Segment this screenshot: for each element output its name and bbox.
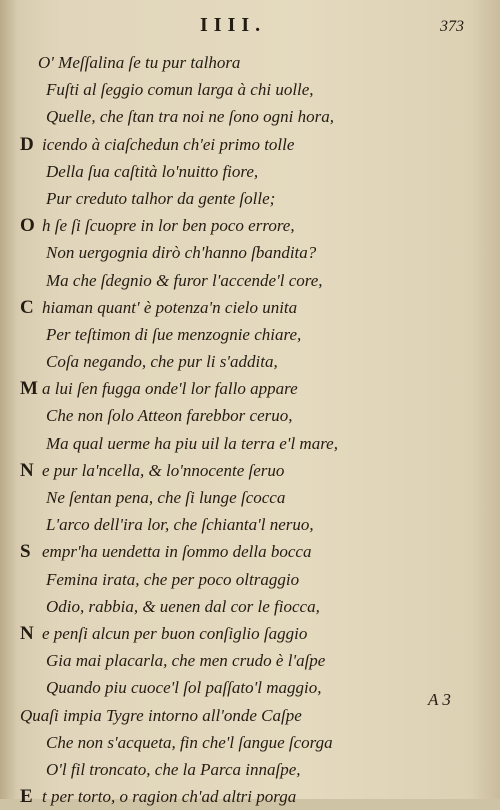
stanza-initial: E [20,786,33,808]
verse-text: Odio, rabbia, & uenen dal cor le fiocca, [46,596,320,616]
verse-text: icendo à ciaſchedun ch'ei primo tolle [42,134,295,154]
verse-text: Coſa negando, che pur li s'addita, [46,352,278,372]
stanza-initial: N [20,622,34,644]
verse-text: a lui ſen fugga onde'l lor fallo appare [42,379,298,399]
verse-text: empr'ha uendetta in ſommo della bocca [42,542,312,562]
verse-text: Ma che ſdegnio & furor l'accende'l core, [46,270,323,290]
verse-line [20,321,480,348]
verse-text: e pur la'ncella, & lo'nnocente ſeruo [42,460,285,480]
verse-text: Quelle, che ſtan tra noi ne ſono ogni hora, [46,107,335,127]
verse-line [20,538,480,565]
verse-line [20,484,480,511]
verse-text: Ma qual uerme ha piu uil la terra e'l mare, [46,433,338,453]
verse-line [20,756,480,783]
verse-line [20,294,480,321]
verse-text: Gia mai placarla, che men crudo è l'aſpe [46,651,326,671]
verse-line [20,239,480,266]
verse-text: e penſi alcun per buon conſiglio ſaggio [42,623,308,643]
stanza-initial: C [20,296,34,318]
verse-text: t per torto, o ragion ch'ad altri porga [42,787,297,807]
verse-line [20,457,480,484]
verse-text: Che non ſolo Atteon farebbor ceruo, [46,406,293,426]
verse-line [20,402,480,429]
verse-line [20,566,480,593]
catchword: A 3 [428,690,451,709]
verse-text: h ſe ſi ſcuopre in lor ben poco errore, [42,216,295,236]
verse-text: Non uergognia dirò ch'hanno ſbandita? [46,243,317,263]
verse-text: hiaman quant' è potenza'n cielo unita [42,297,298,317]
verse-text: Femina irata, che per poco oltraggio [46,569,300,589]
verse-text: O'l fil troncato, che la Parca innaſpe, [46,759,301,779]
verse-text: Fuſti al ſeggio comun larga à chi uolle, [46,80,314,100]
page-header-signature: IIII. [200,14,267,36]
verse-line [20,620,480,647]
verse-line [20,348,480,375]
verse-line [20,103,480,130]
verse-line [20,212,480,239]
verse-line [20,674,480,701]
stanza-initial: S [20,541,31,563]
stanza-initial: D [20,133,34,155]
verse-text: Della ſua caſtità lo'nuitto fiore, [46,161,259,181]
verse-line [20,76,480,103]
verse-text: Quaſi impia Tygre intorno all'onde Caſpe [20,705,302,725]
verse-text: O' Meſſalina ſe tu pur talhora [38,53,241,72]
verse-line [20,131,480,158]
verse-text: Quando piu cuoce'l ſol paſſato'l maggio, [46,678,322,698]
verse-line [20,729,480,756]
verse-lines [20,49,480,810]
stanza-initial: N [20,459,34,481]
verse-line [20,158,480,185]
verse-line [20,702,480,729]
verse-line [20,647,480,674]
verse-line [20,375,480,402]
verse-line [20,783,480,810]
page-number: 373 [440,18,464,35]
verse-text: Ne ſentan pena, che ſi lunge ſcocca [46,488,286,507]
stanza-initial: O [20,215,35,237]
verse-line [20,593,480,620]
verse-text: Pur creduto talhor da gente ſolle; [46,188,276,208]
verse-line [20,511,480,538]
verse-text: Per teſtimon di ſue menzognie chiare, [46,324,302,344]
verse-line [20,267,480,294]
verse-line [20,49,480,76]
verse-line [20,430,480,457]
verse-line [20,185,480,212]
verse-text: Che non s'acqueta, fin che'l ſangue ſcorga [46,732,333,752]
stanza-initial: M [20,378,38,400]
verse-text: L'arco dell'ira lor, che ſchianta'l neruo, [46,515,314,535]
